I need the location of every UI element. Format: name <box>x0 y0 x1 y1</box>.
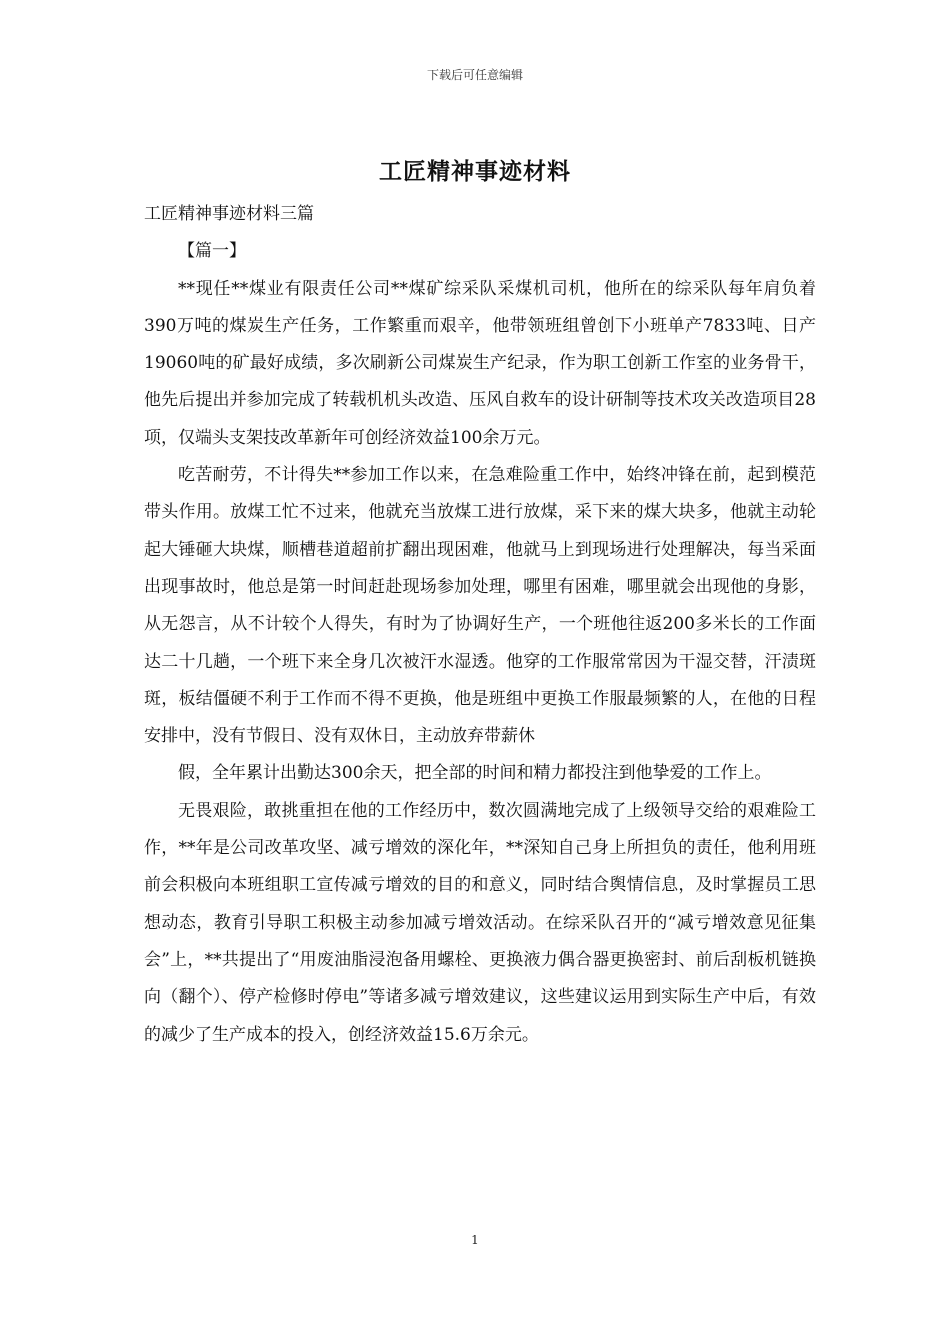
header-note: 下载后可任意编辑 <box>426 68 523 82</box>
document-subtitle: 工匠精神事迹材料三篇 <box>144 204 314 224</box>
paragraph-4: 无畏艰险，敢挑重担在他的工作经历中，数次圆满地完成了上级领导交给的艰难险工作，**年是公司改革攻坚、减亏增效的深化年，**深知自己身上所担负的责任，他利用班前会积极向本班组职工宣传减亏增效的目的和意义，同时结合舆情信息，及时掌握员工思想动态，教育引导职工积极主动参加减亏增效活动。在综采队召开的“减亏增效意见征集会”上，**共提出了“用废油脂浸泡备用螺栓、更换液力偶合器更换密封、前后刮板机链换向（翻个）、停产检修时停电”等诸多减亏增效建议，这些建议运用到实际生产中后，有效的减少了生产成本的投入，创经济效益15.6万余元。 <box>144 800 816 1045</box>
document-body <box>144 196 816 1054</box>
paragraph-3: 假，全年累计出勤达300余天，把全部的时间和精力都投注到他挚爱的工作上。 <box>178 763 772 784</box>
paragraph-1: **现任**煤业有限责任公司**煤矿综采队采煤机司机，他所在的综采队每年肩负着390万吨的煤炭生产任务，工作繁重而艰辛，他带领班组曾创下小班单产7833吨、日产19060吨的矿最好成绩，多次刷新公司煤炭生产纪录，作为职工创新工作室的业务骨干，他先后提出并参加完成了转载机机头改造、压风自救车的设计研制等技术攻关改造项目28项，仅端头支架技改革新年可创经济效益100余万元。 <box>144 278 816 448</box>
section-label: 【篇一】 <box>178 241 246 262</box>
page-number: 1 <box>471 1233 479 1247</box>
paragraph-2: 吃苦耐劳，不计得失**参加工作以来，在急难险重工作中，始终冲锋在前，起到模范带头作用。放煤工忙不过来，他就充当放煤工进行放煤，采下来的煤大块多，他就主动轮起大锤砸大块煤，顺槽巷道超前扩翻出现困难，他就马上到现场进行处理解决，每当采面出现事故时，他总是第一时间赶赴现场参加处理，哪里有困难，哪里就会出现他的身影，从无怨言，从不计较个人得失，有时为了协调好生产，一个班他往返200多米长的工作面达二十几趟，一个班下来全身几次被汗水湿透。他穿的工作服常常因为干湿交替，汗渍斑斑，板结僵硬不利于工作而不得不更换，他是班组中更换工作服最频繁的人，在他的日程安排中，没有节假日、没有双休日，主动放弃带薪休 <box>144 465 816 747</box>
document-title: 工匠精神事迹材料 <box>379 158 571 185</box>
